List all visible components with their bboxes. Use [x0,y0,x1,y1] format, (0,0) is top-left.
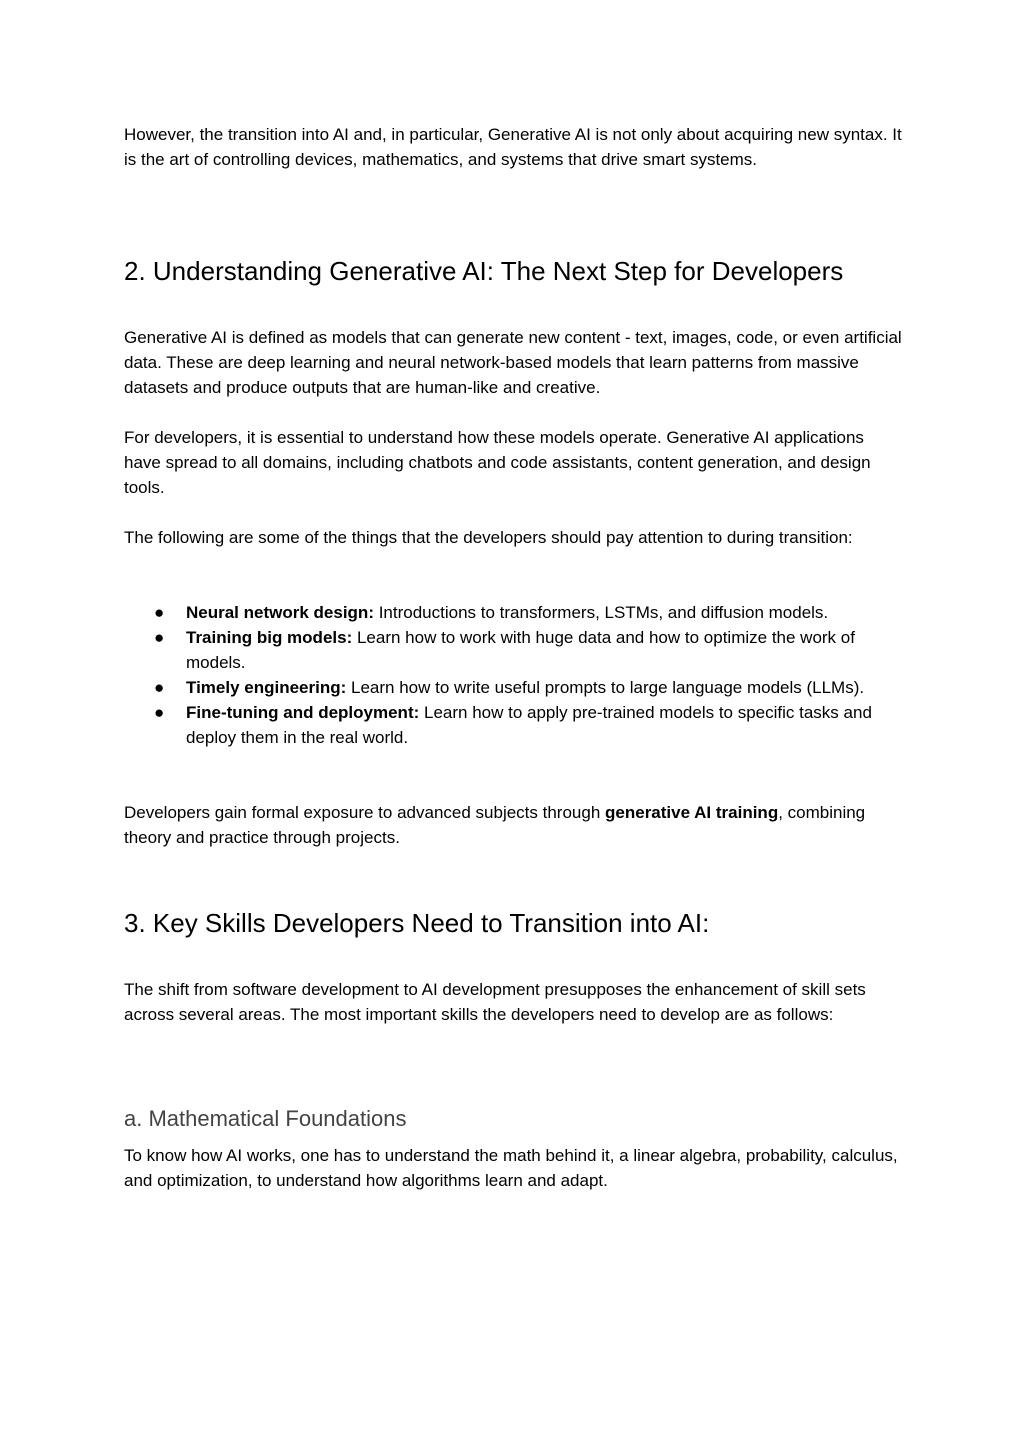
list-item [124,675,914,700]
bullet-icon: ● [154,678,165,697]
text: Developers gain formal exposure to advanced subjects through [124,803,606,822]
paragraph [124,800,904,850]
item-text: Learn how to apply pre-trained models to specific tasks and deploy them in the real world. [186,703,872,747]
subheading: a. Mathematical Foundations [124,1106,407,1131]
item-text: Learn how to write useful prompts to large language models (LLMs). [346,678,865,697]
bullet-icon: ● [154,703,165,722]
paragraph: The shift from software development to AI development presupposes the enhancement of skill sets across several areas. The most important skills the developers need to develop are as follows: [124,980,866,1024]
paragraph: For developers, it is essential to understand how these models operate. Generative AI applications have spread to all domains, including chatbots and code assistants, content generation, and design tools. [124,428,871,497]
text: , combining theory and practice through projects. [124,803,866,847]
item-title: Neural network design: [186,603,374,622]
bullet-icon: ● [154,603,165,622]
list-item [124,700,914,750]
heading-section-3: 3. Key Skills Developers Need to Transition into AI: [124,908,710,938]
paragraph: However, the transition into AI and, in particular, Generative AI is not only about acquiring new syntax. It is the art of controlling devices, mathematics, and systems that drive smart systems. [124,125,902,169]
item-title: Fine-tuning and deployment: [186,703,420,722]
paragraph: Generative AI is defined as models that can generate new content - text, images, code, or even artificial data. These are deep learning and neural network-based models that learn patterns from massive datasets and produce outputs that are human-like and creative. [124,328,902,397]
item-text: Introductions to transformers, LSTMs, and diffusion models. [373,603,829,622]
item-title: Training big models: [186,628,353,647]
heading-section-2: 2. Understanding Generative AI: The Next Step for Developers [124,256,844,286]
item-title: Timely engineering: [186,678,347,697]
bold-link-text: generative AI training [605,803,779,822]
paragraph: The following are some of the things that the developers should pay attention to during transition: [124,528,853,547]
bullet-icon: ● [154,628,165,647]
paragraph: To know how AI works, one has to understand the math behind it, a linear algebra, probability, calculus, and optimization, to understand how algorithms learn and adapt. [124,1146,898,1190]
bullet-list [124,600,914,750]
list-item [124,600,914,625]
item-text: Learn how to work with huge data and how to optimize the work of models. [186,628,855,672]
list-item [124,625,914,675]
